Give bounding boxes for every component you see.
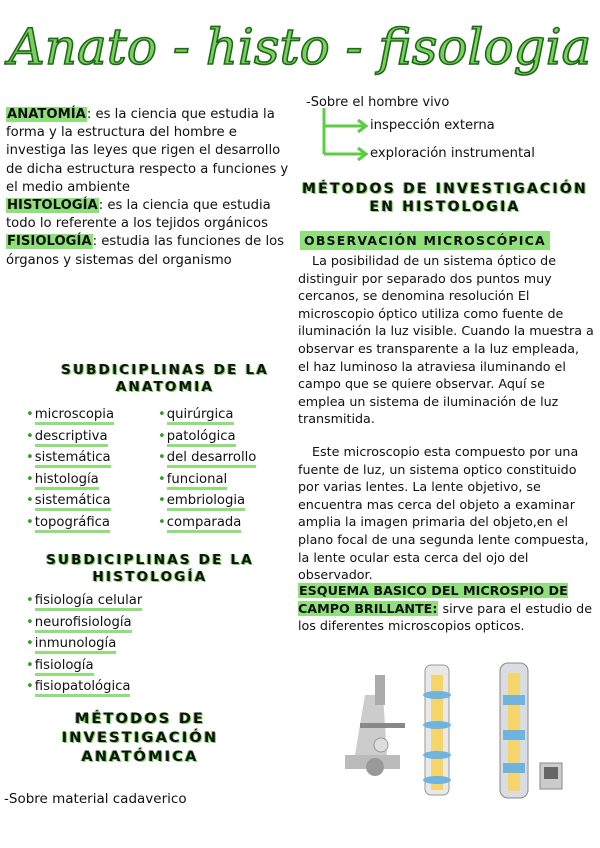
histologia-term: HISTOLOGÍA bbox=[7, 198, 98, 214]
histology-subs-list bbox=[26, 590, 142, 698]
list-item: •quirúrgica bbox=[158, 404, 256, 426]
scheme-text: sirve para el estudio de los diferentes microscopios opticos. bbox=[298, 600, 593, 634]
electron-column-drawing bbox=[500, 663, 562, 798]
fisiologia-text: : estudia las funciones de los órganos y sistemas del organismo bbox=[6, 234, 285, 268]
list-item: •inmunología bbox=[26, 633, 142, 655]
arrow-item-exploracion: exploración instrumental bbox=[370, 146, 535, 161]
observacion-subheading: OBSERVACIÓN MICROSCÓPICA bbox=[300, 231, 550, 250]
microscope-paragraph: Este microscopio esta compuesto por una fuente de luz, un sistema optico constituido por varias lentes. La lente objetivo, se encuentra mas cerca del objeto a examinar amplia la imagen primaria del objeto,en el plano focal de una segunda lente compuesta, la lente ocular esta cerca del ojo del observador. bbox=[298, 444, 589, 583]
page-title bbox=[8, 6, 592, 86]
list-item: •sistemática bbox=[26, 447, 114, 469]
resolution-paragraph: La posibilidad de un sistema óptico de distinguir por separado dos puntos muy cercanos, se denomina resolución El microscopio óptico utiliza como fuente de iluminación la luz visible. Cuando la muestra a observar es transparente a la luz empleada, el haz luminoso la atraviesa iluminando el campo que se quiere observar. Aquí se emplea un sistema de iluminación de luz transmitida. bbox=[298, 253, 594, 427]
microscope-diagram bbox=[335, 655, 590, 815]
light-microscope-drawing bbox=[345, 675, 405, 776]
optics-column-drawing bbox=[423, 665, 451, 795]
scheme-term: ESQUEMA BASICO DEL MICROSPIO DE CAMPO BRILLANTE: bbox=[298, 583, 568, 616]
anatomy-subs-right bbox=[158, 404, 256, 533]
list-item: •descriptiva bbox=[26, 426, 114, 448]
list-item: •fisiología bbox=[26, 655, 142, 677]
anatomy-subs-heading: SUBDICIPLINAS DE LA ANATOMIA bbox=[61, 362, 269, 395]
list-item: •del desarrollo bbox=[158, 447, 256, 469]
anatomia-term: ANATOMÍA bbox=[7, 107, 86, 122]
list-item: •histología bbox=[26, 469, 114, 491]
list-item: •fisiopatológica bbox=[26, 676, 142, 698]
svg-text:Anato - histo - fisologia: Anato - histo - fisologia bbox=[8, 18, 592, 76]
anat-methods-heading: MÉTODOS DE INVESTIGACIÓN ANATÓMICA bbox=[61, 711, 219, 765]
title-lettering bbox=[8, 6, 592, 86]
list-item: •embriologia bbox=[158, 490, 256, 512]
living-line: -Sobre el hombre vivo bbox=[306, 95, 450, 110]
anatomy-subs-left bbox=[26, 404, 114, 533]
list-item: •microscopia bbox=[26, 404, 114, 426]
fisiologia-term: FISIOLOGÍA bbox=[7, 234, 92, 250]
cadaver-line: -Sobre material cadaverico bbox=[4, 791, 187, 807]
definitions-block bbox=[6, 106, 298, 270]
list-item: •patológica bbox=[158, 426, 256, 448]
list-item: •funcional bbox=[158, 469, 256, 491]
list-item: •topográfica bbox=[26, 512, 114, 534]
list-item: •fisiología celular bbox=[26, 590, 142, 612]
branch-arrows-icon bbox=[318, 108, 370, 164]
anatomia-text: : es la ciencia que estudia la forma y la estructura del hombre e investiga las leyes que rigen el desarrollo de dicha estructura respecto a funciones y el medio ambiente bbox=[6, 107, 289, 195]
histologia-text: : es la ciencia que estudia todo lo referente a los tejidos orgánicos bbox=[6, 198, 271, 232]
arrow-item-inspeccion: inspección externa bbox=[370, 118, 495, 133]
list-item: •sistemática bbox=[26, 490, 114, 512]
histo-methods-heading: MÉTODOS DE INVESTIGACIÓN EN HISTOLOGIA bbox=[302, 181, 588, 215]
scheme-paragraph bbox=[298, 582, 596, 635]
list-item: •neurofisiología bbox=[26, 612, 142, 634]
histology-subs-heading: SUBDICIPLINAS DE LA HISTOLOGÍA bbox=[46, 552, 254, 585]
list-item: •comparada bbox=[158, 512, 256, 534]
